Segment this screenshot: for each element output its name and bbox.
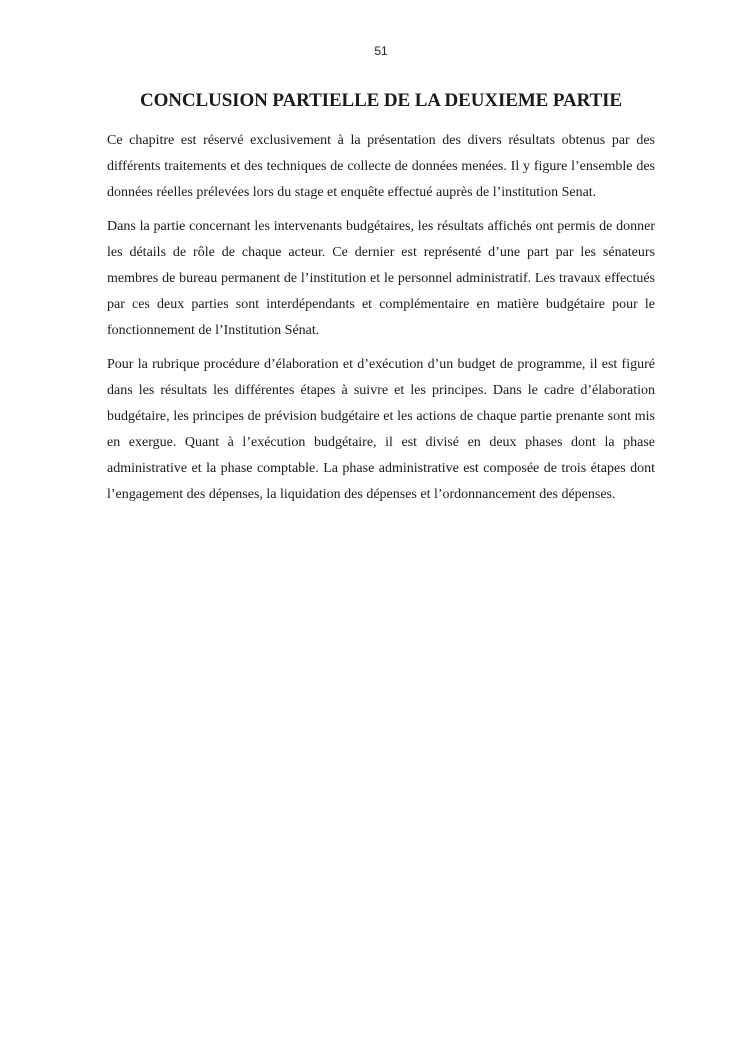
section-title: CONCLUSION PARTIELLE DE LA DEUXIEME PARTIE	[139, 90, 623, 111]
paragraph-2: Dans la partie concernant les intervenants budgétaires, les résultats affichés ont permis de donner les détails de rôle de chaque acteur. Ce dernier est représenté d’une part par les sénateurs membres de bureau permanent de l’institution et le personnel administratif. Les travaux effectués par ces deux parties sont interdépendants et complémentaire en matière budgétaire pour le fonctionnement de l’Institution Sénat.	[107, 219, 655, 338]
paragraph-1: Ce chapitre est réservé exclusivement à la présentation des divers résultats obtenus par des différents traitements et des techniques de collecte de données menées. Il y figure l’ensemble des données réelles prélevées lors du stage et enquête effectué auprès de l’institution Senat.	[107, 133, 655, 200]
body-text	[107, 128, 655, 516]
paragraph-3: Pour la rubrique procédure d’élaboration et d’exécution d’un budget de programme, il est figuré dans les résultats les différentes étapes à suivre et les principes. Dans le cadre d’élaboration budgétaire, les principes de prévision budgétaire et les actions de chaque partie prenante sont mis en exergue. Quant à l’exécution budgétaire, il est divisé en deux phases dont la phase administrative et la phase comptable. La phase administrative est composée de trois étapes dont l’engagement des dépenses, la liquidation des dépenses et l’ordonnancement des dépenses.	[107, 357, 655, 502]
page-number: 51	[374, 44, 388, 58]
